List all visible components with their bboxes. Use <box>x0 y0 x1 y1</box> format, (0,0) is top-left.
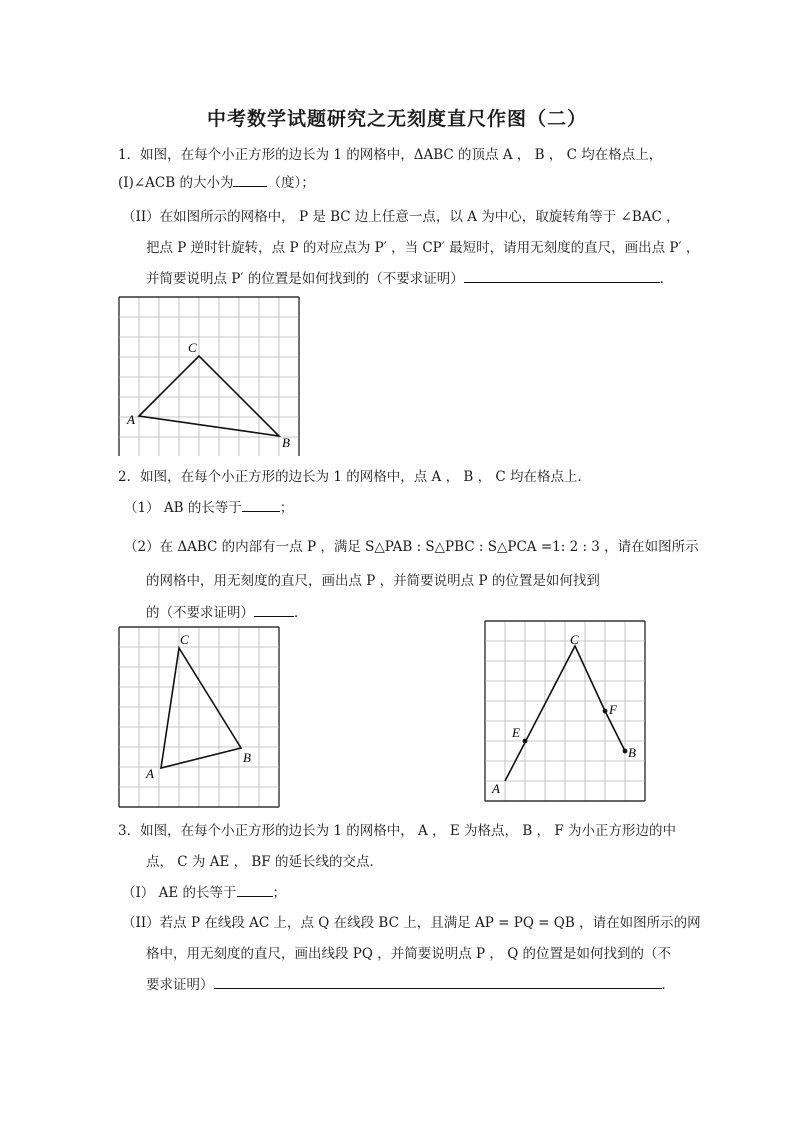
q3-part1-text: （I） AE 的长等于 <box>122 885 237 901</box>
q2-line-1: 2．如图，在每个小正方形的边长为 1 的网格中，点 A ， B ， C 均在格点上． <box>118 469 592 485</box>
q3-grid-svg <box>484 620 648 804</box>
q2-label-b: B <box>243 750 251 765</box>
q1-line-1: 1．如图，在每个小正方形的边长为 1 的网格中，ΔABC 的顶点 A ， B ， C 均在格点上， <box>118 147 663 163</box>
q1-part2-answer-blank[interactable] <box>464 270 660 283</box>
q1-part1-answer-blank[interactable] <box>233 174 267 187</box>
q3-line-2: 点， C 为 AE ， BF 的延长线的交点． <box>146 854 383 870</box>
q2-part2-answer-blank[interactable] <box>254 604 294 617</box>
q1-triangle-abc <box>139 356 279 436</box>
q1-gridlines <box>119 297 299 456</box>
q1-line-2 <box>118 174 315 192</box>
q3-point-f <box>603 709 608 714</box>
q1-line-4: 把点 P 逆时针旋转，点 P 的对应点为 P′ ，当 CP′ 最短时，请用无刻度的直尺，画出点 P′ ， <box>146 240 700 256</box>
q3-point-b <box>623 749 628 754</box>
q3-line-4: （II）若点 P 在线段 AC 上，点 Q 在线段 BC 上，且满足 AP = PQ = QB ，请在如图所示的网 <box>122 915 701 931</box>
q3-part1-tail: ； <box>272 885 287 901</box>
q3-label-c: C <box>570 632 579 647</box>
q2-line-2 <box>124 499 293 517</box>
q1-grid-figure <box>118 296 302 460</box>
q1-line-3: （II）在如图所示的网格中， P 是 BC 边上任意一点，以 A 为中心，取旋转角等于 ∠BAC ， <box>122 209 680 225</box>
q3-part2-text: 要求证明） <box>146 977 214 993</box>
q1-label-c: C <box>188 340 197 355</box>
q2-line-5 <box>146 604 308 622</box>
q2-part2-text: 的（不要求证明） <box>146 605 254 621</box>
q3-line-3 <box>122 884 286 902</box>
q1-part1-tail: （度）； <box>267 175 315 191</box>
q1-part2-text: 并简要说明点 P′ 的位置是如何找到的（不要求证明） <box>146 271 464 287</box>
q2-label-c: C <box>180 632 189 647</box>
q1-part2-tail: ． <box>659 271 674 287</box>
q2-grid-figure <box>118 626 282 814</box>
q2-part1-answer-blank[interactable] <box>242 499 280 512</box>
page-title: 中考数学试题研究之无刻度直尺作图（二） <box>206 108 587 130</box>
q2-label-a: A <box>146 766 154 781</box>
q1-line-5 <box>146 270 673 288</box>
q3-line-6 <box>146 976 675 994</box>
q2-line-4: 的网格中，用无刻度的直尺，画出点 P ，并简要说明点 P 的位置是如何找到 <box>146 573 600 589</box>
q3-point-e <box>523 739 528 744</box>
q2-line-3: （2）在 ΔABC 的内部有一点 P ，满足 S△PAB : S△PBC : S△PCA =1: 2 : 3 ，请在如图所示 <box>124 539 699 555</box>
q2-part1-tail: ； <box>279 500 294 516</box>
q3-part2-answer-blank[interactable] <box>214 976 662 989</box>
q3-label-f: F <box>609 702 617 717</box>
q3-part1-answer-blank[interactable] <box>237 884 273 897</box>
q2-gridlines <box>119 627 279 807</box>
q2-part1-text: （1） AB 的长等于 <box>124 500 242 516</box>
q3-grid-figure <box>484 620 648 808</box>
q1-label-b: B <box>282 435 290 450</box>
q3-part2-tail: ． <box>661 977 675 993</box>
q2-triangle-abc <box>161 648 241 768</box>
q3-line-1: 3．如图，在每个小正方形的边长为 1 的网格中， A ， E 为格点， B ， F 为小正方形边的中 <box>118 823 676 839</box>
q3-line-5: 格中，用无刻度的直尺，画出线段 PQ ，并简要说明点 P ， Q 的位置是如何找到的（不 <box>146 946 672 962</box>
q2-grid-svg <box>118 626 282 810</box>
q3-label-a: A <box>492 781 500 796</box>
q1-part1-text: (I)∠ACB 的大小为 <box>118 175 234 191</box>
q3-label-e: E <box>512 725 520 740</box>
q1-grid-svg <box>118 296 302 456</box>
q1-label-a: A <box>127 412 135 427</box>
q2-part2-tail: ． <box>294 605 308 621</box>
q3-label-b: B <box>628 745 636 760</box>
